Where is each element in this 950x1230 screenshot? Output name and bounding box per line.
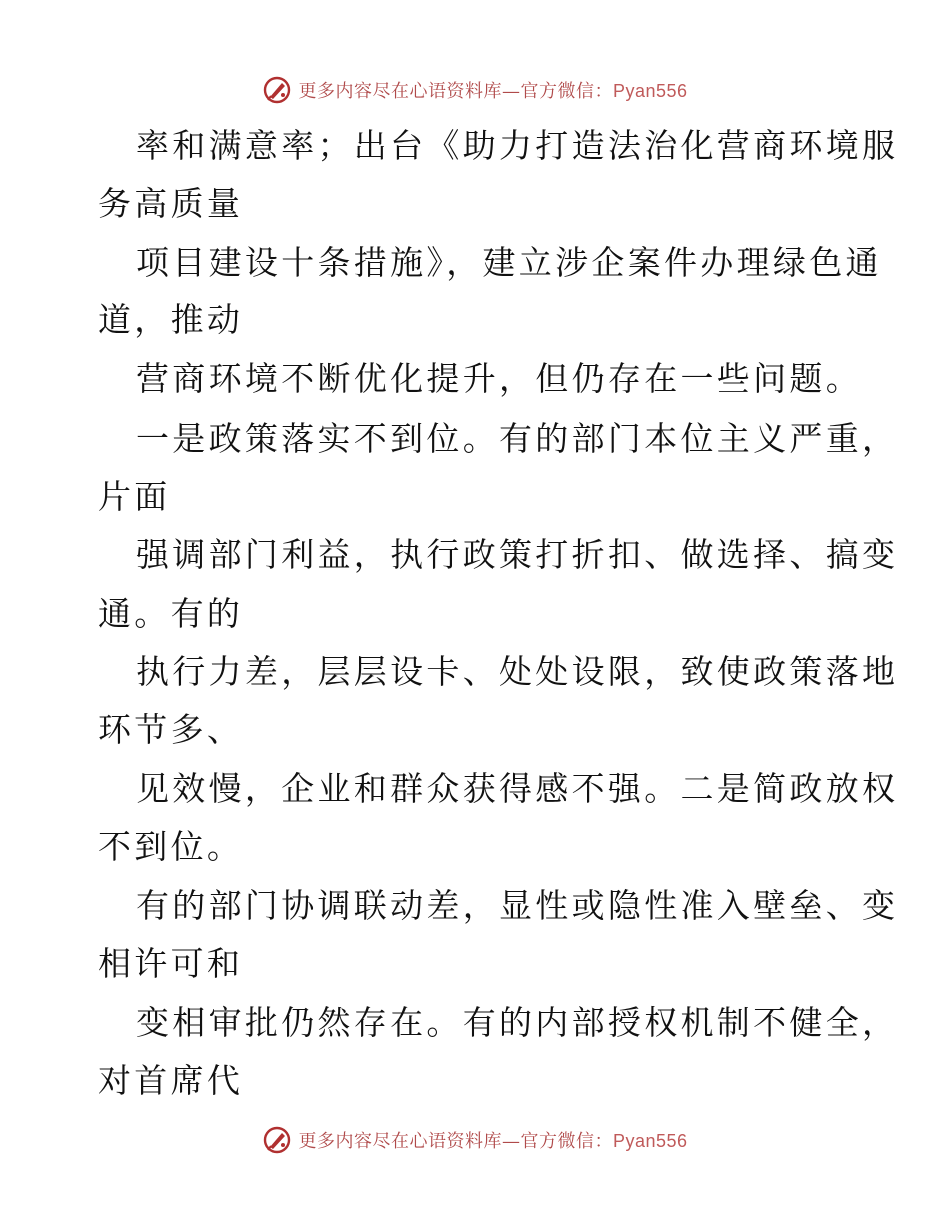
banner-dash: — — [501, 1131, 521, 1152]
banner-sub: 官方微信： — [520, 81, 613, 102]
body-line: 有的部门协调联动差，显性或隐性准入壁垒、变 — [136, 886, 899, 925]
body-line: 强调部门利益，执行政策打折扣、做选择、搞变 — [136, 535, 899, 574]
banner-main: 更多内容尽在心语资料库 — [298, 1131, 502, 1152]
body-line: 道，推动 — [98, 300, 244, 339]
body-line: 变相审批仍然存在。有的内部授权机制不健全， — [136, 1003, 899, 1042]
feather-pen-icon — [262, 1125, 292, 1155]
body-line: 相许可和 — [98, 944, 244, 983]
banner-sub: 官方微信： — [520, 1131, 613, 1152]
header-banner — [0, 70, 950, 110]
header-banner-text — [298, 77, 687, 103]
body-line: 片面 — [98, 477, 171, 516]
body-line: 环节多、 — [98, 710, 244, 749]
footer-banner-text — [298, 1127, 687, 1153]
body-line: 执行力差，层层设卡、处处设限，致使政策落地 — [136, 652, 899, 691]
body-line: 率和满意率；出台《助力打造法治化营商环境服 — [136, 126, 899, 165]
body-line: 务高质量 — [98, 184, 244, 223]
banner-handle: Pyan556 — [612, 81, 688, 101]
feather-pen-icon — [262, 75, 292, 105]
body-line: 见效慢，企业和群众获得感不强。二是简政放权 — [136, 769, 899, 808]
footer-banner — [0, 1120, 950, 1160]
banner-main: 更多内容尽在心语资料库 — [298, 81, 502, 102]
banner-dash: — — [501, 81, 521, 102]
body-line: 营商环境不断优化提升，但仍存在一些问题。 — [136, 359, 862, 398]
banner-handle: Pyan556 — [612, 1131, 688, 1151]
body-line: 不到位。 — [98, 827, 244, 866]
body-line: 一是政策落实不到位。有的部门本位主义严重， — [136, 419, 899, 458]
body-line: 对首席代 — [98, 1061, 244, 1100]
body-line: 项目建设十条措施》，建立涉企案件办理绿色通 — [136, 243, 882, 282]
body-line: 通。有的 — [98, 594, 244, 633]
